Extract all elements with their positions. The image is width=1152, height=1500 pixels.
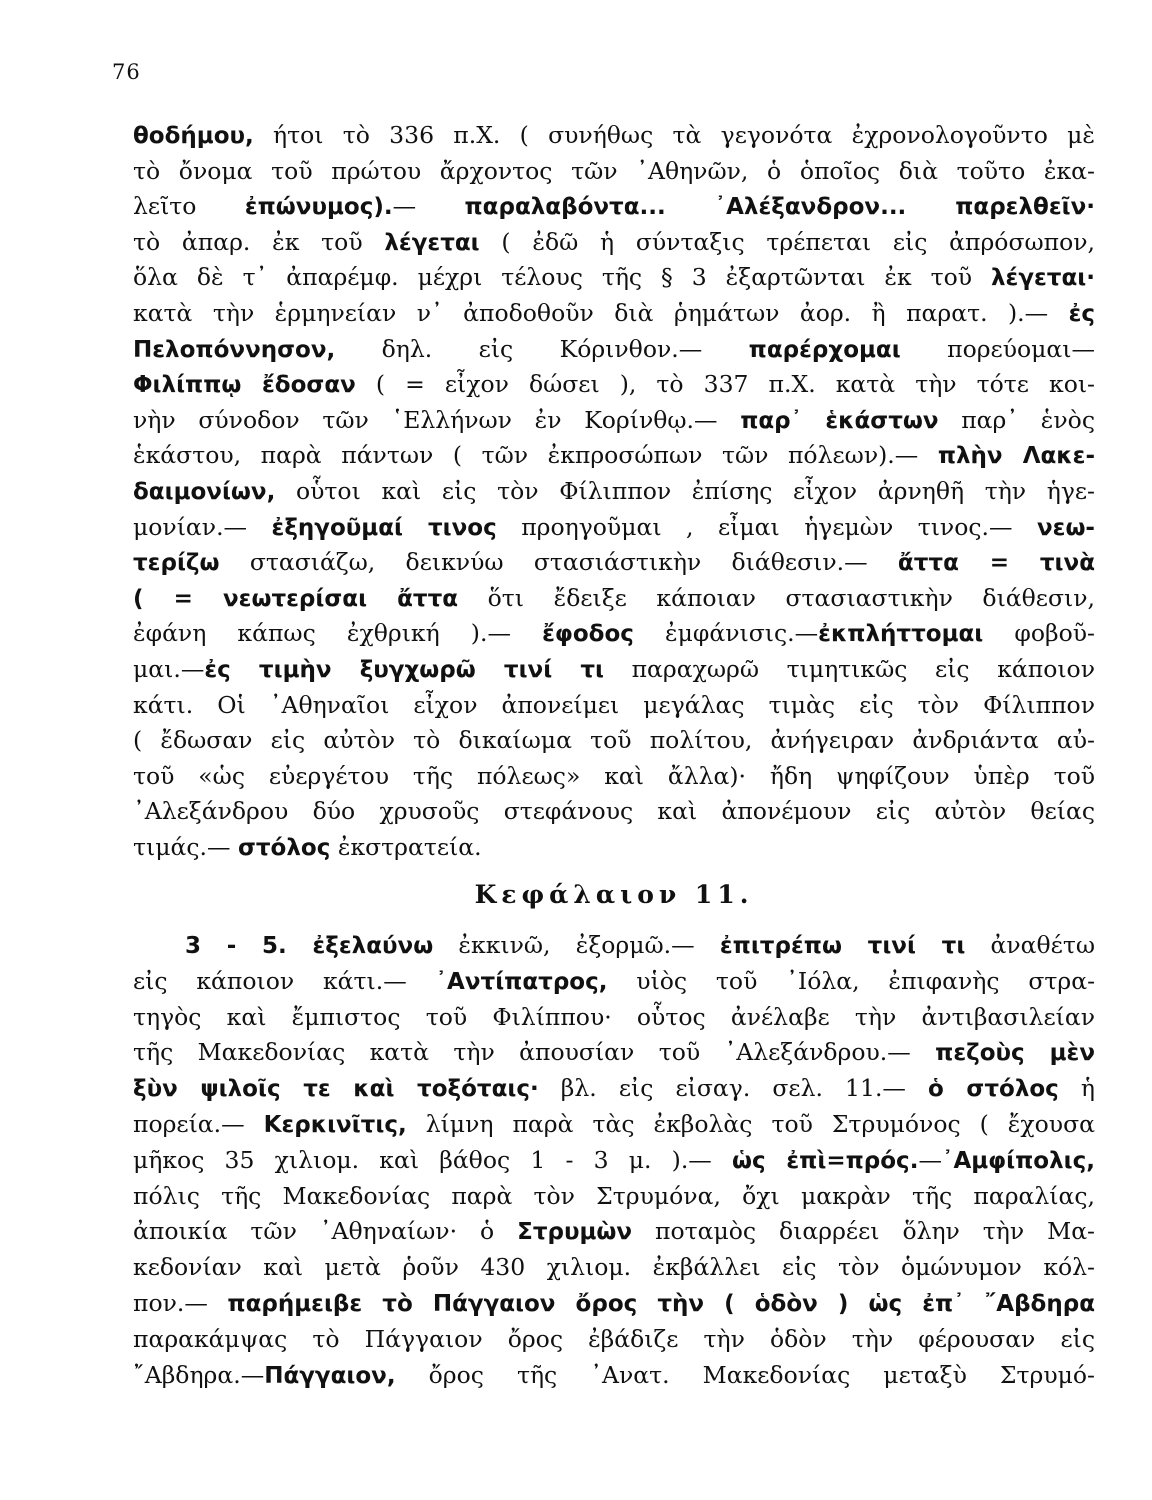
text-segment: — bbox=[918, 1145, 942, 1174]
text-line bbox=[133, 474, 1095, 510]
bold-term: ἔφοδος bbox=[542, 621, 634, 648]
text-line bbox=[133, 189, 1095, 225]
bold-term: νεω- bbox=[1036, 514, 1095, 541]
text-segment: τιμάς.— bbox=[133, 832, 238, 861]
bold-term: ἐξηγοῦμαί τινος bbox=[271, 514, 497, 541]
text-segment: παραχωρῶ τιμητικῶς εἰς κάποιον bbox=[603, 654, 1095, 683]
text-segment: — bbox=[392, 192, 465, 221]
text-segment: κάτι. Οἱ ᾿Αθηναῖοι εἶχον ἀπονείμει μεγάλας τιμὰς εἰς τὸν Φίλιππον bbox=[133, 690, 1095, 719]
text-line bbox=[133, 794, 1095, 830]
text-line bbox=[133, 1250, 1095, 1286]
text-line bbox=[133, 118, 1095, 154]
text-segment: λεῖτο bbox=[133, 192, 245, 221]
text-line bbox=[133, 652, 1095, 688]
text-line bbox=[133, 403, 1095, 439]
text-segment: μῆκος 35 χιλιομ. καὶ βάθος 1 - 3 μ. ).— bbox=[133, 1145, 733, 1174]
text-line bbox=[133, 1179, 1095, 1215]
text-line bbox=[133, 296, 1095, 332]
text-line bbox=[133, 1358, 1095, 1394]
bold-term: θοδήμου, bbox=[133, 123, 254, 149]
bold-term: ᾿Αμφίπολις, bbox=[941, 1147, 1095, 1174]
text-segment: τὸ ἀπαρ. ἐκ τοῦ bbox=[133, 227, 385, 256]
text-segment: πον.— bbox=[133, 1288, 228, 1317]
text-line bbox=[133, 545, 1095, 581]
text-segment: παρακάμψας τὸ Πάγγαιον ὄρος ἐβάδιζε τὴν ὁδὸν τὴν φέρουσαν εἰς bbox=[133, 1324, 1095, 1353]
text-segment: ἐκστρατεία. bbox=[330, 832, 482, 861]
bold-term: ἐκπλήττομαι bbox=[818, 621, 984, 648]
text-line bbox=[133, 723, 1095, 759]
bold-term: ἐπιτρέπω τινί τι bbox=[719, 933, 966, 959]
text-segment: μαι.— bbox=[133, 654, 205, 683]
text-line bbox=[133, 581, 1095, 617]
text-line bbox=[133, 367, 1095, 403]
text-segment: ᾿Αλεξάνδρου δύο χρυσοῦς στεφάνους καὶ ἀπονέμουν εἰς αὐτὸν θείας bbox=[133, 797, 1095, 826]
bold-term: λέγεται· bbox=[990, 265, 1095, 292]
bold-term: ( = νεωτερίσαι ἄττα bbox=[133, 585, 459, 612]
text-segment: πορεία.— bbox=[133, 1109, 264, 1138]
bold-term: Πάγγαιον, bbox=[264, 1362, 396, 1389]
text-segment: ποταμὸς διαρρέει ὅλην τὴν Μα- bbox=[632, 1217, 1095, 1246]
text-line bbox=[133, 510, 1095, 546]
text-line bbox=[133, 332, 1095, 368]
bold-term: ξὺν ψιλοῖς τε καὶ τοξόταις· bbox=[133, 1076, 539, 1103]
page-number: 76 bbox=[112, 60, 141, 84]
bold-term: ὡς ἐπὶ=πρός. bbox=[732, 1147, 919, 1174]
text-line bbox=[133, 1214, 1095, 1250]
text-segment: ( = εἶχον δώσει ), τὸ 337 π.Χ. κατὰ τὴν τότε κοι- bbox=[355, 370, 1095, 399]
bold-term: τερίζω bbox=[133, 550, 220, 577]
bold-term: ἐς τιμὴν ξυγχωρῶ τινί τι bbox=[204, 656, 604, 683]
bold-term: πεζοὺς μὲν bbox=[935, 1040, 1095, 1067]
text-segment: φοβοῦ- bbox=[983, 619, 1095, 648]
text-segment: υἱὸς τοῦ ᾿Ιόλα, ἐπιφανὴς στρα- bbox=[607, 966, 1095, 995]
text-segment: ὄρος τῆς ᾿Ανατ. Μακεδονίας μεταξὺ Στρυμό- bbox=[395, 1360, 1095, 1389]
text-line bbox=[133, 928, 1095, 964]
text-segment: μονίαν.— bbox=[133, 512, 272, 541]
text-segment: τηγὸς καὶ ἔμπιστος τοῦ Φιλίππου· οὗτος ἀνέλαβε τὴν ἀντιβασιλείαν bbox=[133, 1002, 1095, 1031]
commentary-block bbox=[133, 118, 1095, 865]
text-line bbox=[133, 964, 1095, 1000]
text-segment: ήτοι τὸ 336 π.Χ. ( συνήθως τὰ γεγονότα ἐχρονολογοῦντο μὲ bbox=[253, 121, 1095, 149]
text-line bbox=[133, 154, 1095, 190]
text-line bbox=[133, 225, 1095, 261]
text-segment: τῆς Μακεδονίας κατὰ τὴν ἀπουσίαν τοῦ ᾿Αλεξάνδρου.— bbox=[133, 1038, 936, 1067]
bold-term: δαιμονίων, bbox=[133, 478, 276, 505]
text-segment: βλ. εἰς εἰσαγ. σελ. 11.— bbox=[538, 1074, 928, 1103]
chapter-commentary-block bbox=[133, 928, 1095, 1393]
text-segment: ὅλα δὲ τ᾿ ἀπαρέμφ. μέχρι τέλους τῆς § 3 ἐξαρτῶνται ἐκ τοῦ bbox=[133, 263, 991, 292]
text-segment: ἐμφάνισις.— bbox=[633, 619, 819, 648]
text-segment: κατὰ τὴν ἑρμηνείαν ν᾿ ἀποδοθοῦν διὰ ῥημάτων ἀορ. ἢ παρατ. ).— bbox=[133, 298, 1069, 327]
text-line bbox=[133, 438, 1095, 474]
text-segment: ὅτι ἔδειξε κάποιαν στασιαστικὴν διάθεσιν, bbox=[458, 583, 1095, 612]
text-line bbox=[133, 260, 1095, 296]
bold-term: 3 - 5. ἐξελαύνω bbox=[185, 933, 434, 959]
text-segment: ἀναθέτω bbox=[965, 931, 1095, 959]
text-segment: στασιάζω, δεικνύω στασιάστικὴν διάθεσιν.— bbox=[219, 548, 898, 577]
text-line bbox=[133, 759, 1095, 795]
text-segment: νὴν σύνοδον τῶν ῾Ελλήνων ἐν Κορίνθῳ.— bbox=[133, 405, 741, 434]
bold-term: παραλαβόντα... ᾿Αλέξανδρον... παρελθεῖν· bbox=[464, 194, 1095, 221]
bold-term: Στρυμὼν bbox=[517, 1219, 633, 1246]
text-line bbox=[133, 688, 1095, 724]
bold-term: παρ᾿ ἑκάστων bbox=[740, 407, 939, 434]
bold-term: ἐπώνυμος). bbox=[244, 194, 393, 221]
text-segment: ῎Αβδηρα.— bbox=[133, 1360, 265, 1389]
text-line bbox=[133, 1071, 1095, 1107]
text-line bbox=[133, 1000, 1095, 1036]
text-segment: εἰς κάποιον κάτι.— bbox=[133, 966, 436, 995]
bold-term: ἄττα = τινὰ bbox=[897, 550, 1095, 577]
text-segment: ἡ bbox=[1058, 1074, 1095, 1103]
bold-term: ὁ στόλος bbox=[928, 1076, 1059, 1103]
text-segment: ( ἐδῶ ἡ σύνταξις τρέπεται εἰς ἀπρόσωπον, bbox=[479, 227, 1095, 256]
text-segment: παρ᾿ ἑνὸς bbox=[938, 405, 1095, 434]
text-line bbox=[133, 1107, 1095, 1143]
text-segment: ἐφάνη κάπως ἐχθρική ).— bbox=[133, 619, 543, 648]
bold-term: Φιλίππῳ ἔδοσαν bbox=[133, 372, 356, 399]
text-segment: τὸ ὄνομα τοῦ πρώτου ἄρχοντος τῶν ᾿Αθηνῶν, ὁ ὁποῖος διὰ τοῦτο ἐκα- bbox=[133, 156, 1095, 185]
bold-term: λέγεται bbox=[384, 229, 480, 256]
text-segment: προηγοῦμαι , εἶμαι ἡγεμὼν τινος.— bbox=[496, 512, 1037, 541]
bold-term: ἐς bbox=[1068, 300, 1095, 327]
text-segment: ( ἔδωσαν εἰς αὐτὸν τὸ δικαίωμα τοῦ πολίτου, ἀνήγειραν ἀνδριάντα αὐ- bbox=[133, 726, 1095, 755]
text-segment: λίμνη παρὰ τὰς ἐκβολὰς τοῦ Στρυμόνος ( ἔχουσα bbox=[406, 1109, 1095, 1138]
text-line bbox=[133, 1322, 1095, 1358]
text-line bbox=[133, 830, 1095, 866]
text-line bbox=[133, 616, 1095, 652]
bold-term: Πελοπόννησον, bbox=[133, 336, 336, 363]
text-line bbox=[133, 1035, 1095, 1071]
text-line bbox=[133, 1143, 1095, 1179]
text-segment: ἐκκινῶ, ἐξορμῶ.— bbox=[433, 931, 720, 959]
bold-term: πλὴν Λακε- bbox=[937, 443, 1095, 470]
text-segment: πόλις τῆς Μακεδονίας παρὰ τὸν Στρυμόνα, ὄχι μακρὰν τῆς παραλίας, bbox=[133, 1181, 1095, 1210]
text-segment: ἀποικία τῶν ᾿Αθηναίων· ὁ bbox=[133, 1217, 518, 1246]
text-segment: κεδονίαν καὶ μετὰ ῥοῦν 430 χιλιομ. ἐκβάλλει εἰς τὸν ὁμώνυμον κόλ- bbox=[133, 1253, 1095, 1282]
text-segment: ἑκάστου, παρὰ πάντων ( τῶν ἐκπροσώπων τῶν πόλεων).— bbox=[133, 441, 938, 470]
bold-term: παρήμειβε τὸ Πάγγαιον ὄρος τὴν ( ὁδὸν ) ὡς ἐπ᾿ ῎Αβδηρα bbox=[227, 1290, 1095, 1317]
text-segment: πορεύομαι— bbox=[900, 334, 1095, 363]
chapter-heading: Κεφάλαιον 11. bbox=[474, 880, 754, 909]
text-segment: τοῦ «ὡς εὐεργέτου τῆς πόλεως» καὶ ἄλλα)· ἤδη ψηφίζουν ὑπὲρ τοῦ bbox=[133, 761, 1095, 790]
bold-term: παρέρχομαι bbox=[748, 336, 901, 363]
text-line bbox=[133, 1286, 1095, 1322]
bold-term: στόλος bbox=[237, 834, 331, 861]
text-segment: δηλ. εἰς Κόρινθον.— bbox=[335, 334, 749, 363]
bold-term: ᾿Αντίπατρος, bbox=[435, 968, 608, 995]
text-segment: οὗτοι καὶ εἰς τὸν Φίλιππον ἐπίσης εἶχον ἀρνηθῆ τὴν ἡγε- bbox=[275, 476, 1095, 505]
bold-term: Κερκινῖτις, bbox=[263, 1111, 407, 1138]
